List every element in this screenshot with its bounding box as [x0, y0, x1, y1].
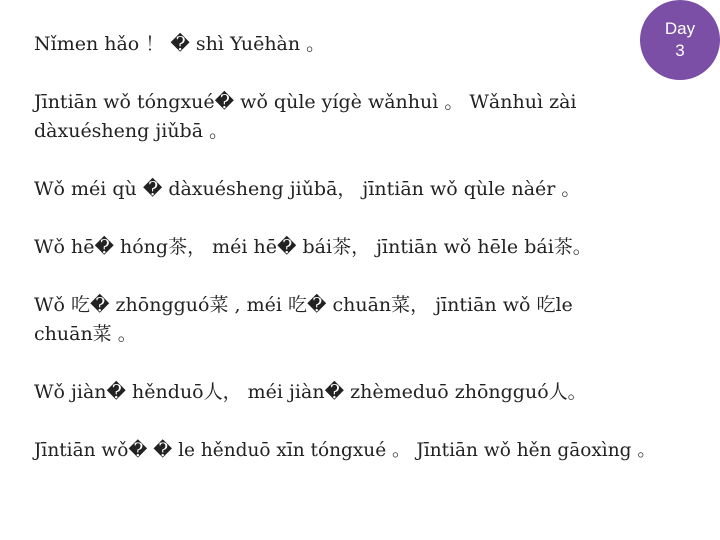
text-line-food-continued: chuān菜 。: [34, 323, 137, 345]
day-badge-number: 3: [675, 41, 685, 60]
text-line-party-continued: dàxuésheng jiǔbā 。: [34, 120, 229, 142]
day-badge-label: Day: [664, 19, 696, 38]
text-line-bar: Wǒ méi qù � dàxuésheng jiǔbā， jīntiān wǒ qùle nàér 。: [34, 178, 581, 200]
text-line-people: Wǒ jiàn� hěnduō人， méi jiàn� zhèmeduō zhōngguó人。: [34, 381, 587, 403]
text-line-party: Jīntiān wǒ tóngxué� wǒ qùle yígè wǎnhuì 。 Wǎnhuì zài: [34, 91, 577, 113]
day-badge: [640, 0, 720, 80]
text-line-classmates: Jīntiān wǒ� � le hěnduō xīn tóngxué 。 Jīntiān wǒ hěn gāoxìng 。: [34, 440, 656, 461]
text-line-food: Wǒ 吃� zhōngguó菜 , méi 吃� chuān菜， jīntiān wǒ 吃le: [34, 294, 573, 316]
text-line-greeting: Nǐmen hǎo ！ � shì Yuēhàn 。: [34, 33, 326, 55]
text-line-tea: Wǒ hē� hóng茶， méi hē� bái茶， jīntiān wǒ hēle bái茶。: [34, 236, 592, 258]
